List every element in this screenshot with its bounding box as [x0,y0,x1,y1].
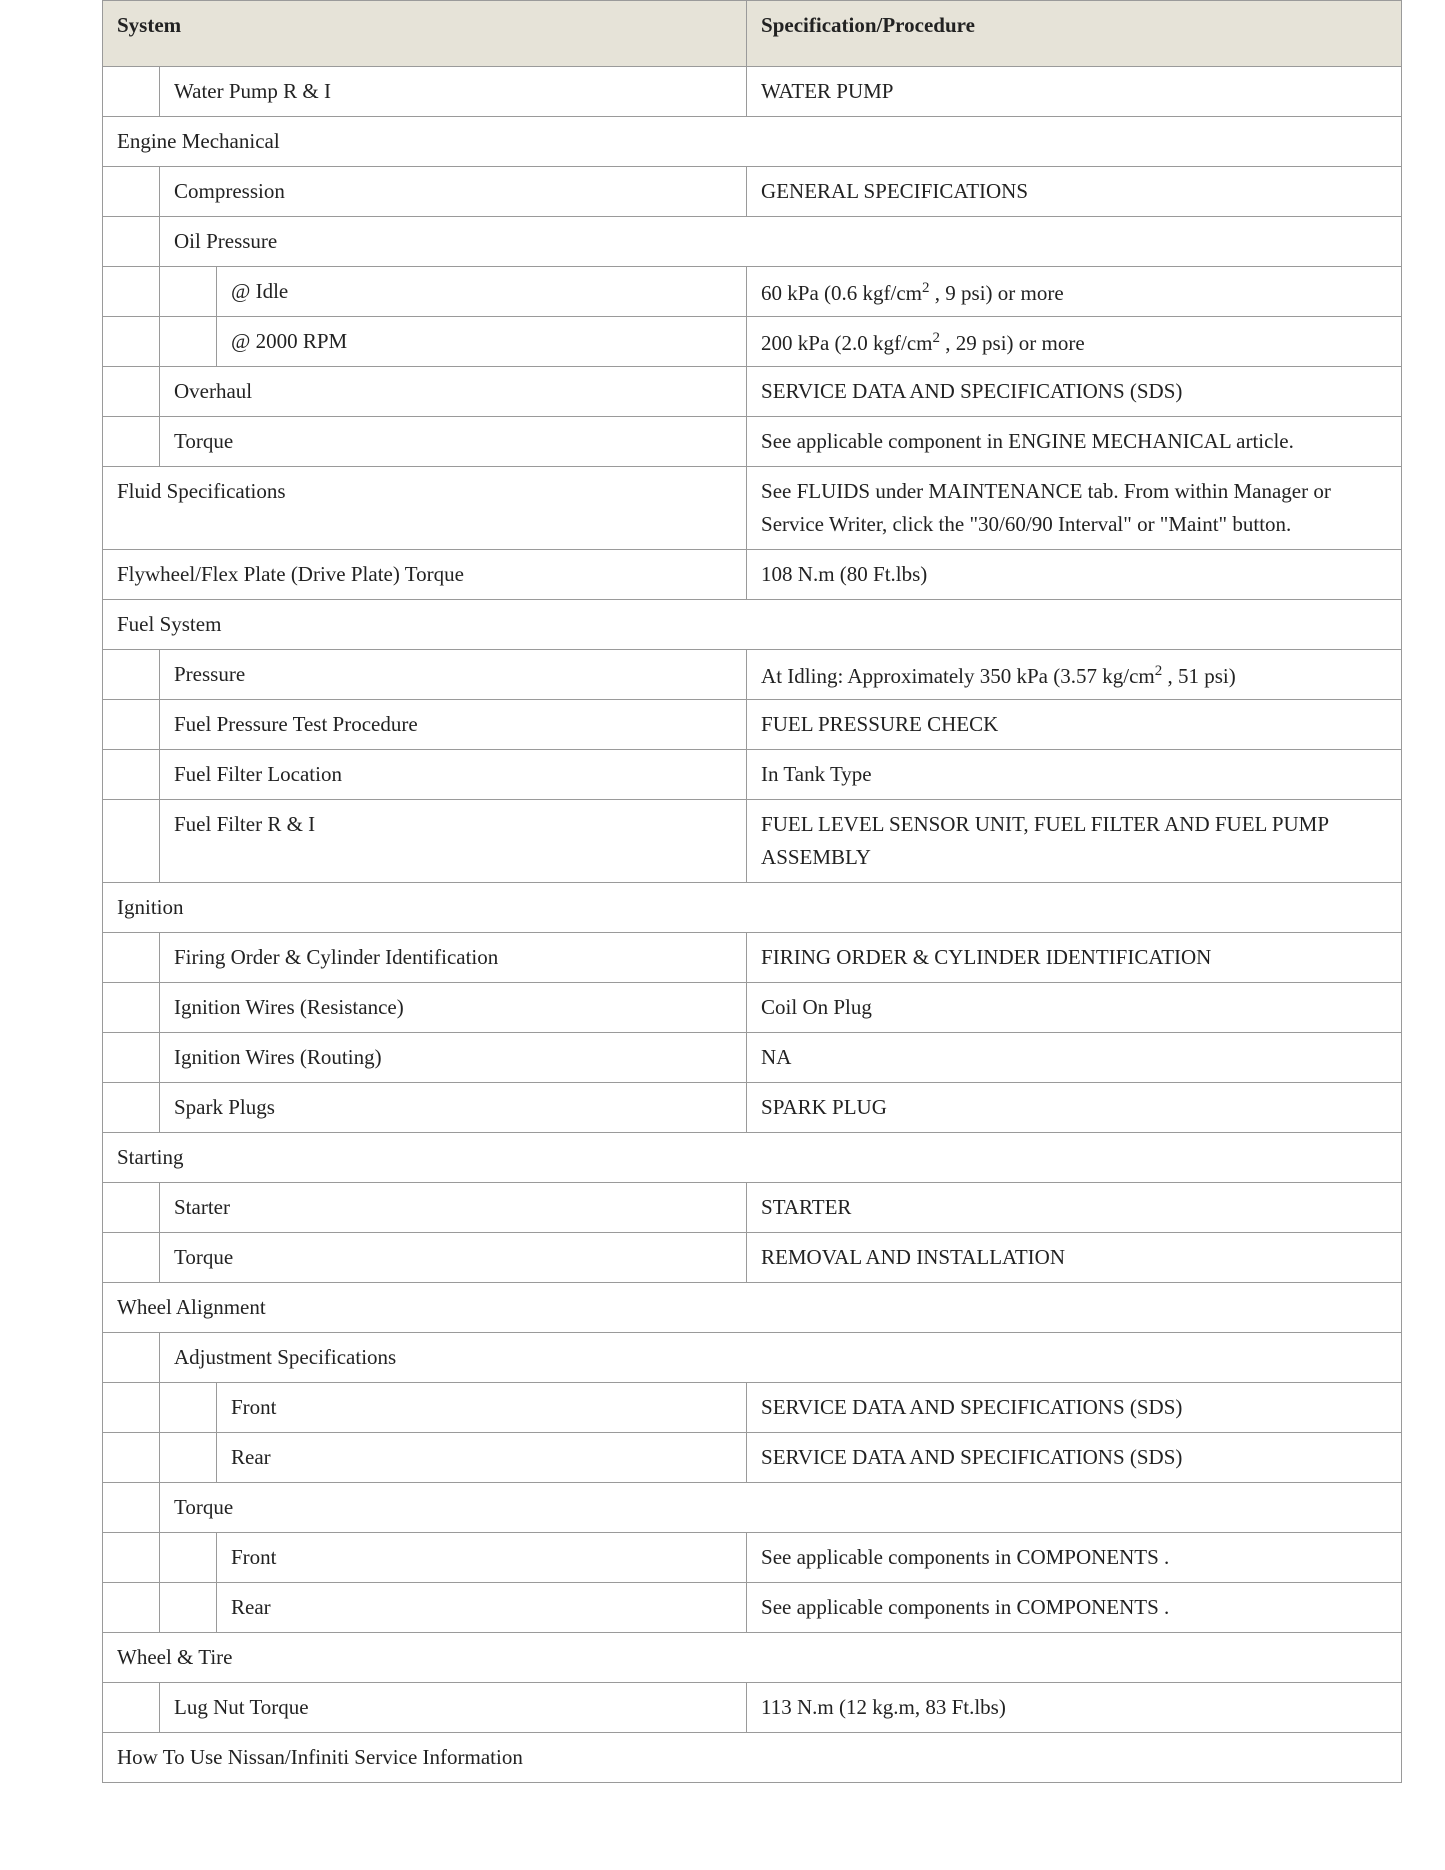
section-label: Wheel & Tire [103,1633,1402,1683]
row-label: Front [217,1533,747,1583]
indent-cell [103,1333,160,1383]
table-section-row [103,1733,1402,1783]
table-section-row [103,1483,1402,1533]
row-label: @ Idle [217,267,747,317]
table-section-row [103,1283,1402,1333]
value-text: 60 kPa (0.6 kgf/cm [761,281,923,305]
indent-cell [160,1383,217,1433]
indent-cell [103,317,160,367]
indent-cell [103,267,160,317]
table-section-row [103,117,1402,167]
row-value: NA [747,1033,1402,1083]
table-row [103,417,1402,467]
table-section-row [103,217,1402,267]
table-row [103,1533,1402,1583]
table-row [103,1583,1402,1633]
table-section-row [103,883,1402,933]
indent-cell [103,217,160,267]
indent-cell [103,1383,160,1433]
row-label: Pressure [160,650,747,700]
row-value: 108 N.m (80 Ft.lbs) [747,550,1402,600]
row-label: Fuel Filter Location [160,750,747,800]
indent-cell [103,650,160,700]
row-label: Firing Order & Cylinder Identification [160,933,747,983]
row-value: See FLUIDS under MAINTENANCE tab. From within Manager or Service Writer, click the "30/60/90 Interval" or "Maint" button. [747,467,1402,550]
row-label: Overhaul [160,367,747,417]
row-label: Spark Plugs [160,1083,747,1133]
table-row [103,267,1402,317]
indent-cell [103,750,160,800]
section-label: How To Use Nissan/Infiniti Service Information [103,1733,1402,1783]
superscript: 2 [922,280,930,296]
indent-cell [103,67,160,117]
table-row [103,650,1402,700]
row-value: FUEL PRESSURE CHECK [747,700,1402,750]
row-value: WATER PUMP [747,67,1402,117]
row-label: @ 2000 RPM [217,317,747,367]
table-section-row [103,600,1402,650]
table-row [103,983,1402,1033]
table-row [103,67,1402,117]
table-row [103,367,1402,417]
value-text-suffix: , 29 psi) or more [940,331,1085,355]
section-label: Torque [160,1483,1402,1533]
row-label: Compression [160,167,747,217]
row-value: In Tank Type [747,750,1402,800]
row-label: Front [217,1383,747,1433]
indent-cell [160,267,217,317]
indent-cell [103,1683,160,1733]
table-row [103,800,1402,883]
indent-cell [103,933,160,983]
row-label: Fuel Pressure Test Procedure [160,700,747,750]
indent-cell [103,1583,160,1633]
row-value: 113 N.m (12 kg.m, 83 Ft.lbs) [747,1683,1402,1733]
table-row [103,700,1402,750]
section-label: Ignition [103,883,1402,933]
row-value: See applicable components in COMPONENTS . [747,1533,1402,1583]
row-label: Ignition Wires (Resistance) [160,983,747,1033]
row-label: Torque [160,1233,747,1283]
value-text-suffix: , 51 psi) [1162,664,1236,688]
row-label: Starter [160,1183,747,1233]
row-value: SPARK PLUG [747,1083,1402,1133]
row-value: REMOVAL AND INSTALLATION [747,1233,1402,1283]
indent-cell [103,700,160,750]
row-value: GENERAL SPECIFICATIONS [747,167,1402,217]
table-row [103,550,1402,600]
table-row [103,1183,1402,1233]
indent-cell [103,167,160,217]
indent-cell [103,1083,160,1133]
table-row [103,933,1402,983]
value-text-suffix: , 9 psi) or more [929,281,1064,305]
superscript: 2 [932,330,941,346]
section-label: Wheel Alignment [103,1283,1402,1333]
header-system: System [103,1,747,67]
row-value: FIRING ORDER & CYLINDER IDENTIFICATION [747,933,1402,983]
indent-cell [160,1583,217,1633]
row-label: Fluid Specifications [103,467,747,550]
row-value [747,317,1402,367]
section-label: Oil Pressure [160,217,1402,267]
row-value: SERVICE DATA AND SPECIFICATIONS (SDS) [747,1433,1402,1483]
row-value: SERVICE DATA AND SPECIFICATIONS (SDS) [747,1383,1402,1433]
indent-cell [103,1483,160,1533]
table-row [103,750,1402,800]
superscript: 2 [1154,663,1163,679]
row-label: Rear [217,1433,747,1483]
row-label: Fuel Filter R & I [160,800,747,883]
row-value [747,650,1402,700]
table-section-row [103,1333,1402,1383]
row-value [747,267,1402,317]
table-row [103,1683,1402,1733]
indent-cell [103,983,160,1033]
specifications-table [102,0,1402,1783]
section-label: Engine Mechanical [103,117,1402,167]
indent-cell [160,317,217,367]
row-label: Lug Nut Torque [160,1683,747,1733]
table-row [103,1383,1402,1433]
table-section-row [103,1633,1402,1683]
row-value: STARTER [747,1183,1402,1233]
row-label: Ignition Wires (Routing) [160,1033,747,1083]
table-header-row [103,1,1402,67]
table-row [103,317,1402,367]
indent-cell [160,1533,217,1583]
indent-cell [103,417,160,467]
indent-cell [103,1233,160,1283]
table-row [103,167,1402,217]
indent-cell [103,800,160,883]
indent-cell [103,1033,160,1083]
section-label: Starting [103,1133,1402,1183]
header-specification: Specification/Procedure [747,1,1402,67]
table-row [103,1033,1402,1083]
row-label: Rear [217,1583,747,1633]
value-text: At Idling: Approximately 350 kPa (3.57 kg/cm [761,664,1155,688]
row-value: SERVICE DATA AND SPECIFICATIONS (SDS) [747,367,1402,417]
row-value: Coil On Plug [747,983,1402,1033]
table-row [103,1083,1402,1133]
indent-cell [103,1183,160,1233]
indent-cell [160,1433,217,1483]
section-label: Fuel System [103,600,1402,650]
table-row [103,1233,1402,1283]
indent-cell [103,1433,160,1483]
table-body [103,67,1402,1783]
value-text: 200 kPa (2.0 kgf/cm [761,331,933,355]
indent-cell [103,1533,160,1583]
row-value: See applicable component in ENGINE MECHANICAL article. [747,417,1402,467]
table-section-row [103,1133,1402,1183]
row-label: Flywheel/Flex Plate (Drive Plate) Torque [103,550,747,600]
indent-cell [103,367,160,417]
table-row [103,467,1402,550]
row-label: Water Pump R & I [160,67,747,117]
row-label: Torque [160,417,747,467]
row-value: FUEL LEVEL SENSOR UNIT, FUEL FILTER AND FUEL PUMP ASSEMBLY [747,800,1402,883]
row-value: See applicable components in COMPONENTS . [747,1583,1402,1633]
section-label: Adjustment Specifications [160,1333,1402,1383]
table-row [103,1433,1402,1483]
